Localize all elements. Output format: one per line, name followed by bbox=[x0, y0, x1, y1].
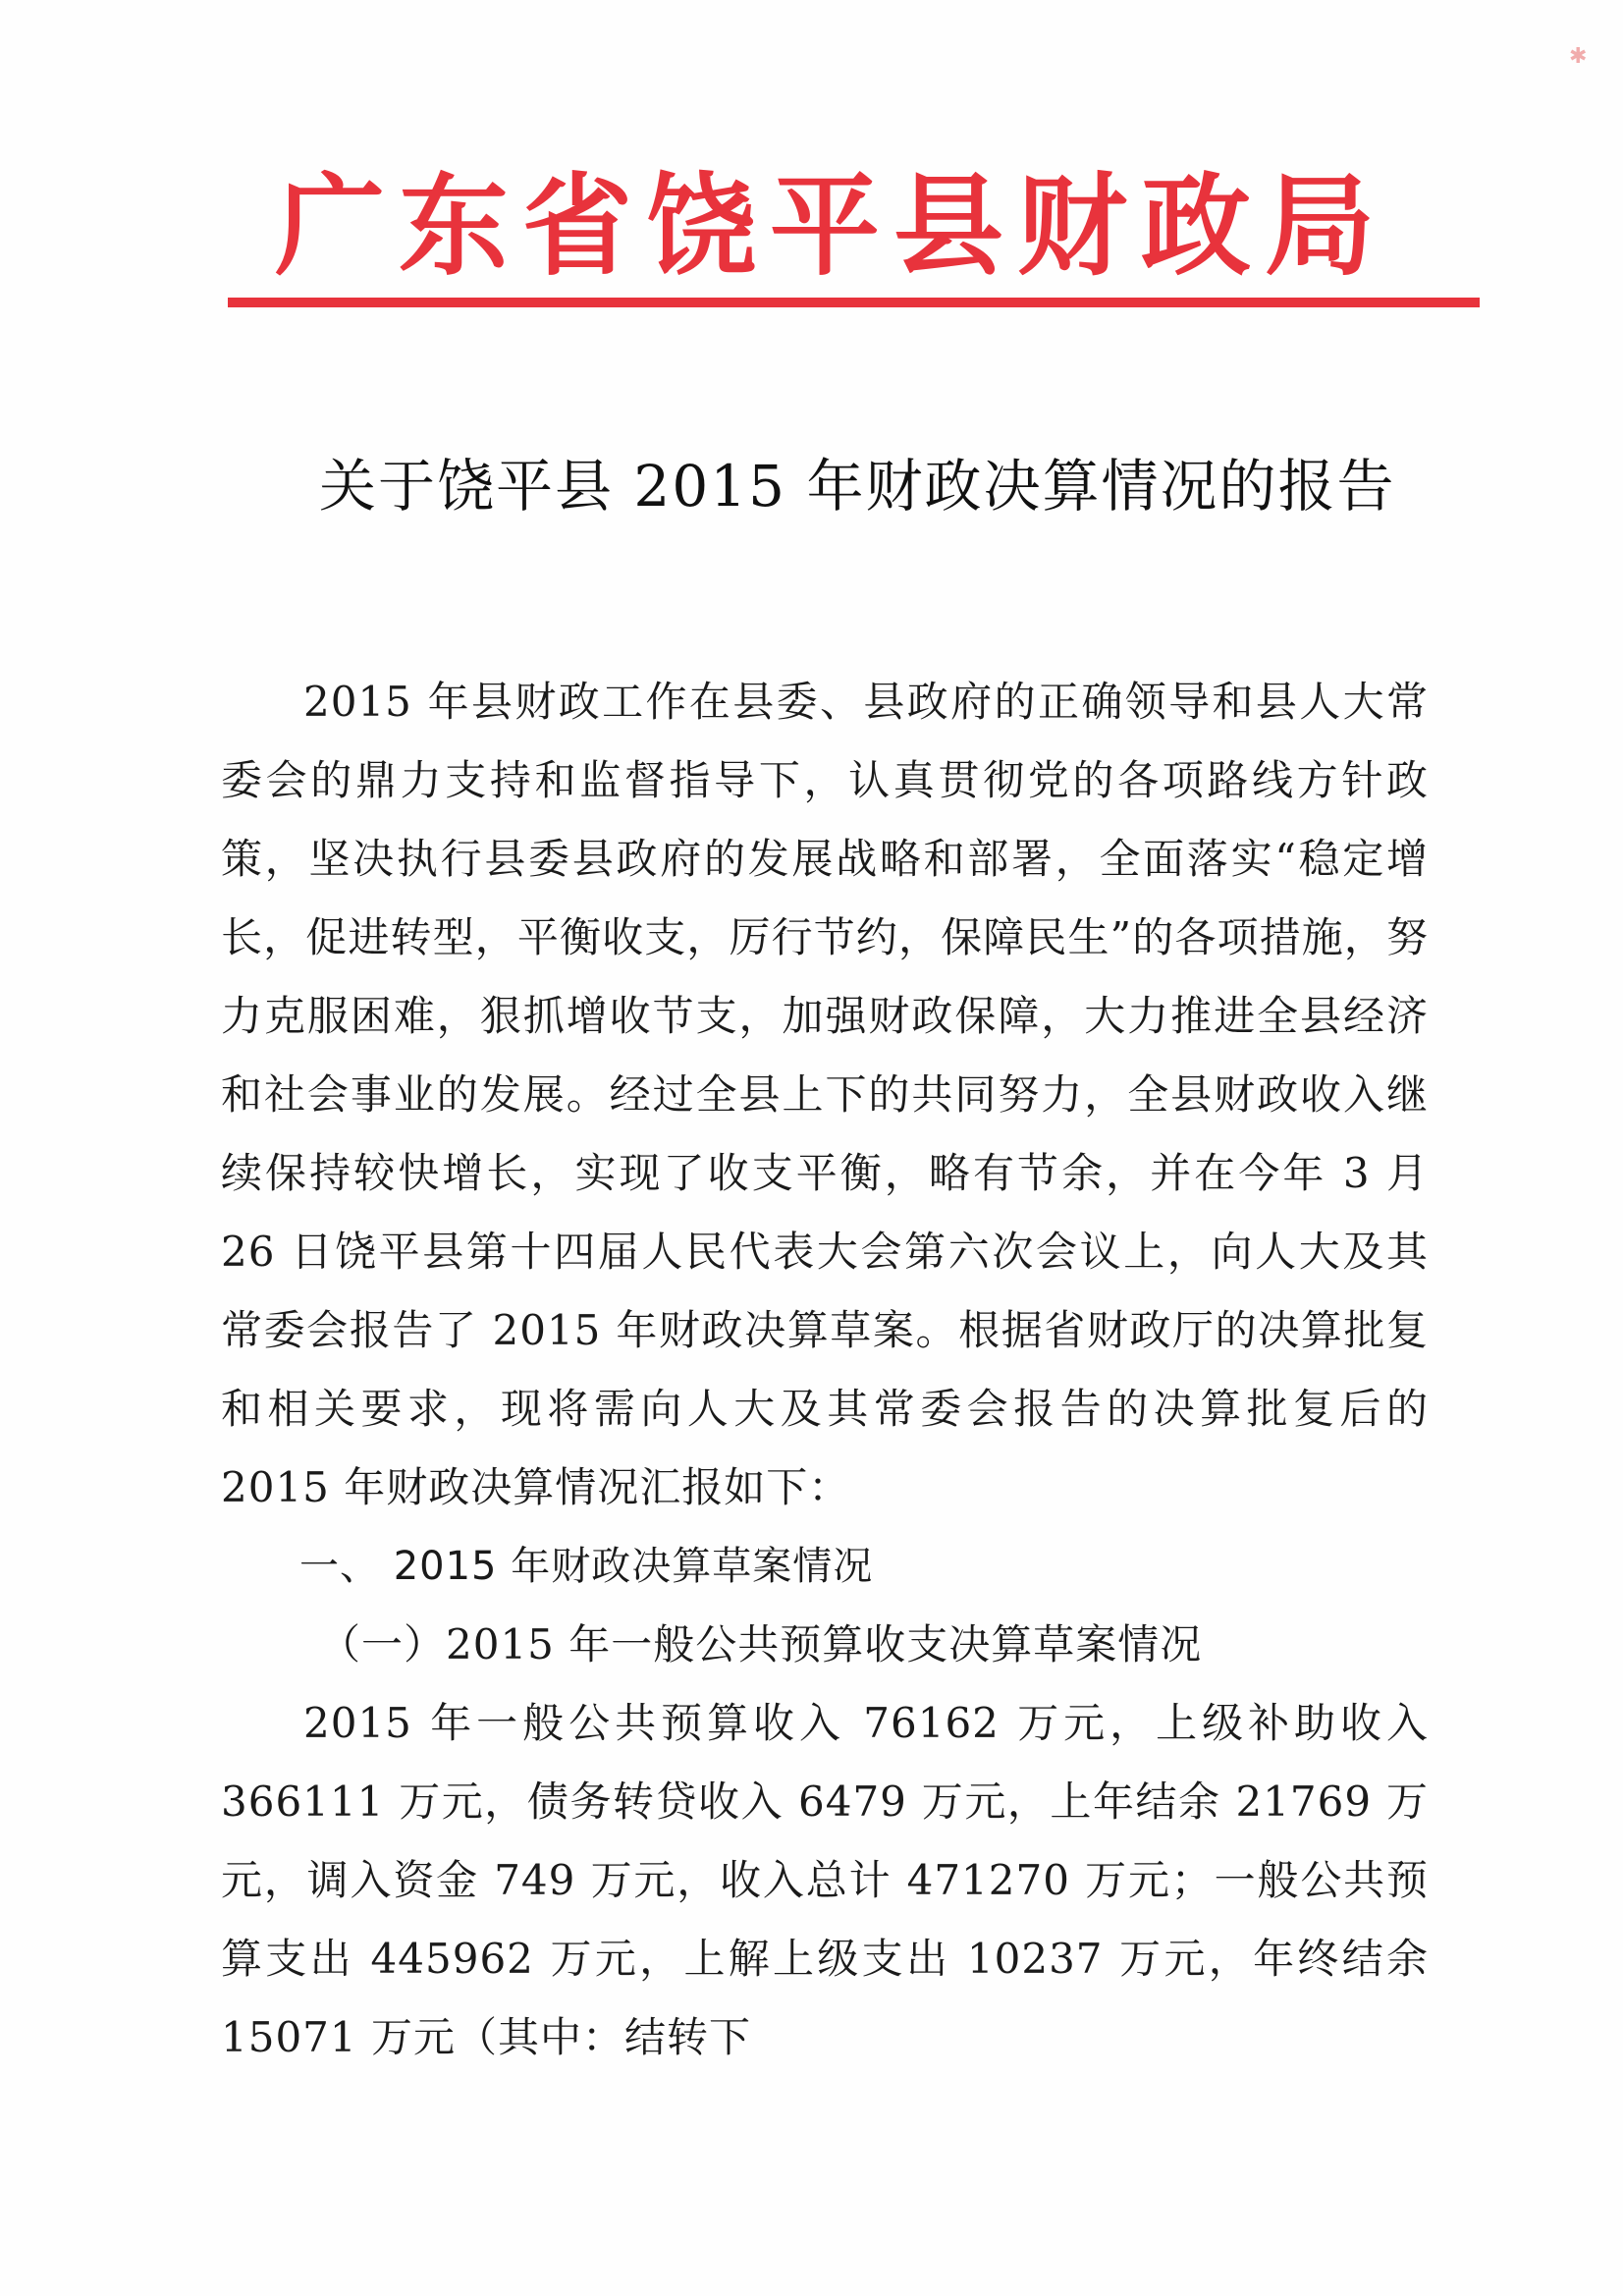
document-body bbox=[221, 663, 1429, 2077]
intro-paragraph: 2015 年县财政工作在县委、县政府的正确领导和县人大常委会的鼎力支持和监督指导下，认真贯彻党的各项路线方针政策，坚决执行县委县政府的发展战略和部署，全面落实“稳定增长，促进转型，平衡收支，厉行节约，保障民生”的各项措施，努力克服困难，狠抓增收节支，加强财政保障，大力推进全县经济和社会事业的发展。经过全县上下的共同努力，全县财政收入继续保持较快增长，实现了收支平衡，略有节余，并在今年 3 月 26 日饶平县第十四届人民代表大会第六次会议上，向人大及其常委会报告了 2015 年财政决算草案。根据省财政厅的决算批复和相关要求，现将需向人大及其常委会报告的决算批复后的 2015 年财政决算情况汇报如下： bbox=[221, 678, 1429, 1511]
header-divider bbox=[228, 298, 1480, 307]
budget-paragraph: 2015 年一般公共预算收入 76162 万元，上级补助收入 366111 万元，债务转贷收入 6479 万元，上年结余 21769 万元，调入资金 749 万元，收入总计 471270 万元；一般公共预算支出 445962 万元，上解上级支出 10237 万元，年终结余 15071 万元（其中：结转下 bbox=[221, 1699, 1429, 2061]
subsection-heading: （一）2015 年一般公共预算收支决算草案情况 bbox=[319, 1620, 1203, 1668]
stamp-smudge: ✱ bbox=[1569, 44, 1588, 69]
organization-header: 广东省饶平县财政局 bbox=[275, 163, 1388, 291]
section-heading: 一、 2015 年财政决算草案情况 bbox=[299, 1544, 874, 1589]
document-title: 关于饶平县 2015 年财政决算情况的报告 bbox=[319, 453, 1396, 519]
